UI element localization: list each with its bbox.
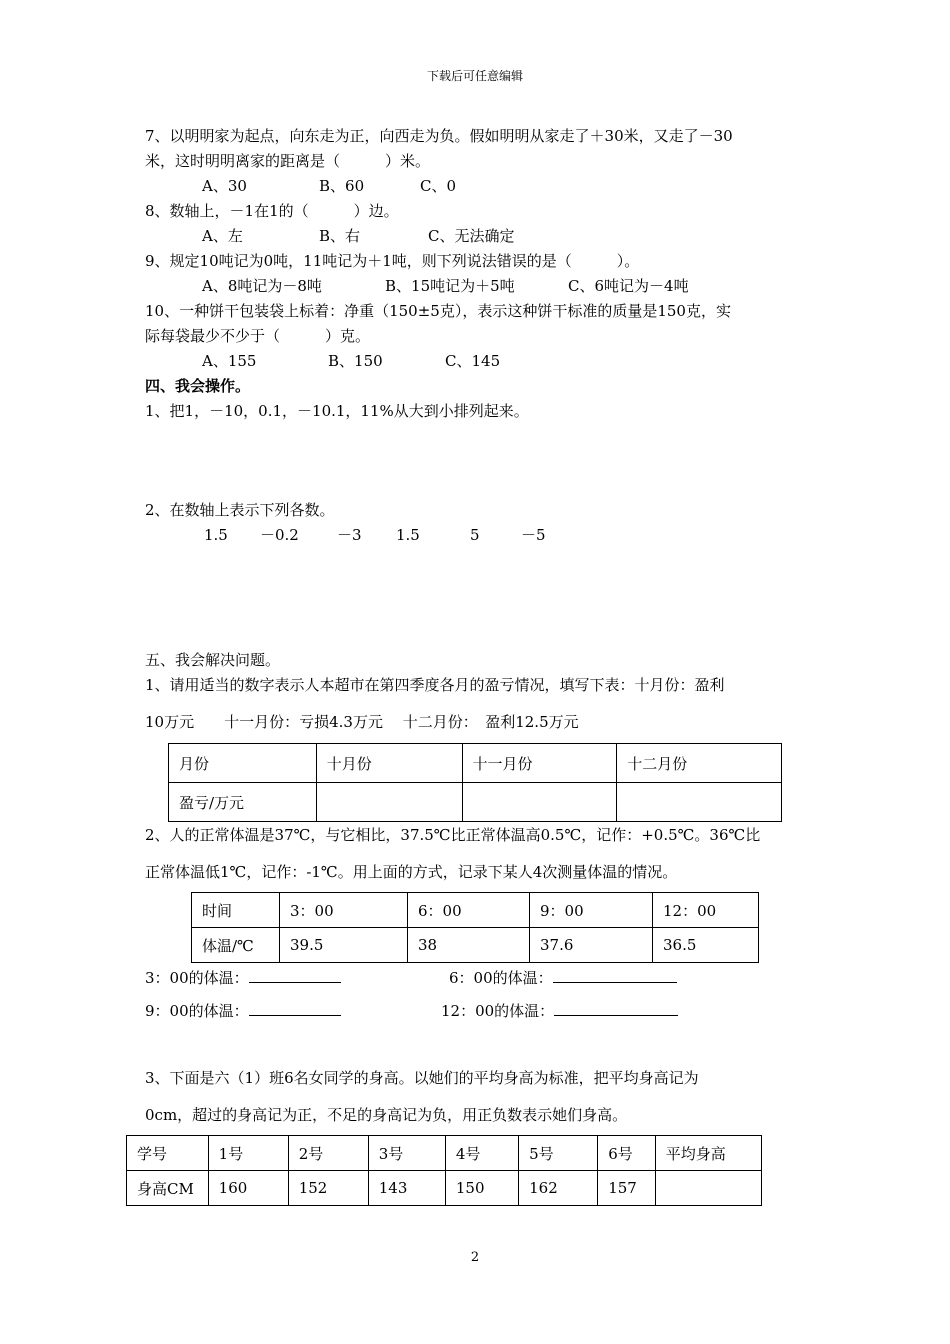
q9-option-c: C、6吨记为－4吨 bbox=[568, 277, 689, 295]
table-cell: 2号 bbox=[288, 1136, 368, 1171]
number-item: －5 bbox=[521, 526, 546, 544]
fill-line bbox=[449, 968, 677, 988]
table-cell: 12：00 bbox=[653, 893, 759, 928]
q9-option-a: A、8吨记为－8吨 bbox=[202, 277, 322, 295]
table-cell: 身高CM bbox=[127, 1171, 209, 1206]
table-cell: 5号 bbox=[519, 1136, 598, 1171]
table-cell: 143 bbox=[368, 1171, 445, 1206]
fill-label: 6：00的体温： bbox=[449, 969, 553, 987]
table-cell: 36.5 bbox=[653, 928, 759, 963]
q7-line2: 米，这时明明离家的距离是（ ）米。 bbox=[145, 152, 431, 170]
table-cell[interactable] bbox=[655, 1171, 761, 1206]
height-table bbox=[126, 1135, 762, 1206]
table-cell: 152 bbox=[288, 1171, 368, 1206]
table-cell: 9：00 bbox=[530, 893, 653, 928]
profit-table bbox=[168, 743, 782, 822]
section5-title: 五、我会解决问题。 bbox=[145, 651, 281, 669]
table-cell: 6号 bbox=[598, 1136, 656, 1171]
table-cell: 月份 bbox=[169, 744, 317, 783]
table-cell: 时间 bbox=[192, 893, 280, 928]
table-cell[interactable] bbox=[462, 783, 617, 822]
q9-option-b: B、15吨记为＋5吨 bbox=[385, 277, 515, 295]
page-header: 下载后可任意编辑 bbox=[426, 69, 523, 83]
table-cell: 160 bbox=[208, 1171, 288, 1206]
table-cell: 盈亏/万元 bbox=[169, 783, 317, 822]
q10-option-a: A、155 bbox=[202, 352, 257, 370]
page-number: 2 bbox=[470, 1250, 480, 1265]
table-cell: 38 bbox=[408, 928, 530, 963]
q10-option-c: C、145 bbox=[445, 352, 501, 370]
table-cell[interactable] bbox=[316, 783, 462, 822]
q7-option-a: A、30 bbox=[202, 177, 247, 195]
answer-blank[interactable] bbox=[553, 968, 677, 983]
number-item: 5 bbox=[470, 526, 480, 544]
section5-q1-line2: 10万元 十一月份：亏损4.3万元 十二月份： 盈利12.5万元 bbox=[145, 713, 579, 731]
answer-blank[interactable] bbox=[249, 968, 341, 983]
answer-blank[interactable] bbox=[249, 1001, 341, 1016]
fill-line bbox=[441, 1001, 678, 1021]
temperature-table bbox=[191, 892, 759, 963]
table-cell: 162 bbox=[519, 1171, 598, 1206]
q10-option-b: B、150 bbox=[328, 352, 383, 370]
fill-line bbox=[145, 968, 341, 988]
q10-line1: 10、一种饼干包装袋上标着：净重（150±5克），表示这种饼干标准的质量是150克，实 bbox=[145, 302, 731, 320]
q10-line2: 际每袋最少不少于（ ）克。 bbox=[145, 327, 371, 345]
fill-line bbox=[145, 1001, 341, 1021]
table-cell: 4号 bbox=[445, 1136, 518, 1171]
section5-q2-line2: 正常体温低1℃，记作：-1℃。用上面的方式，记录下某人4次测量体温的情况。 bbox=[145, 863, 678, 881]
q8-option-c: C、无法确定 bbox=[428, 227, 515, 245]
q7-option-c: C、0 bbox=[420, 177, 457, 195]
q7-option-b: B、60 bbox=[319, 177, 365, 195]
answer-blank[interactable] bbox=[554, 1001, 678, 1016]
fill-label: 9：00的体温： bbox=[145, 1002, 249, 1020]
table-cell: 十二月份 bbox=[617, 744, 782, 783]
number-item: 1.5 bbox=[204, 526, 228, 544]
table-cell: 平均身高 bbox=[655, 1136, 761, 1171]
table-cell: 十月份 bbox=[316, 744, 462, 783]
section5-q1-line1: 1、请用适当的数字表示人本超市在第四季度各月的盈亏情况，填写下表：十月份：盈利 bbox=[145, 676, 725, 694]
number-item: －0.2 bbox=[260, 526, 299, 544]
q9-line1: 9、规定10吨记为0吨，11吨记为＋1吨，则下列说法错误的是（ ）。 bbox=[145, 252, 640, 270]
section5-q2-line1: 2、人的正常体温是37℃，与它相比，37.5℃比正常体温高0.5℃，记作：+0.5℃。36℃比 bbox=[145, 826, 761, 844]
table-cell: 3：00 bbox=[280, 893, 408, 928]
table-cell: 157 bbox=[598, 1171, 656, 1206]
fill-label: 3：00的体温： bbox=[145, 969, 249, 987]
table-cell: 150 bbox=[445, 1171, 518, 1206]
section4-q2: 2、在数轴上表示下列各数。 bbox=[145, 501, 335, 519]
table-cell: 1号 bbox=[208, 1136, 288, 1171]
q8-line1: 8、数轴上，－1在1的（ ）边。 bbox=[145, 202, 399, 220]
section4-q1: 1、把1，－10，0.1，－10.1，11%从大到小排列起来。 bbox=[145, 402, 529, 420]
section5-q3-line2: 0cm，超过的身高记为正，不足的身高记为负，用正负数表示她们身高。 bbox=[145, 1106, 628, 1124]
table-cell: 39.5 bbox=[280, 928, 408, 963]
q8-option-b: B、右 bbox=[319, 227, 361, 245]
number-item: －3 bbox=[337, 526, 362, 544]
table-cell: 体温/℃ bbox=[192, 928, 280, 963]
table-cell: 学号 bbox=[127, 1136, 209, 1171]
table-cell: 37.6 bbox=[530, 928, 653, 963]
table-cell: 3号 bbox=[368, 1136, 445, 1171]
section4-title: 四、我会操作。 bbox=[145, 377, 251, 395]
number-item: 1.5 bbox=[396, 526, 420, 544]
fill-label: 12：00的体温： bbox=[441, 1002, 555, 1020]
table-cell[interactable] bbox=[617, 783, 782, 822]
q8-option-a: A、左 bbox=[202, 227, 243, 245]
table-cell: 6：00 bbox=[408, 893, 530, 928]
table-cell: 十一月份 bbox=[462, 744, 617, 783]
section5-q3-line1: 3、下面是六（1）班6名女同学的身高。以她们的平均身高为标准，把平均身高记为 bbox=[145, 1069, 699, 1087]
q7-line1: 7、以明明家为起点，向东走为正，向西走为负。假如明明从家走了＋30米，又走了－30 bbox=[145, 127, 733, 145]
